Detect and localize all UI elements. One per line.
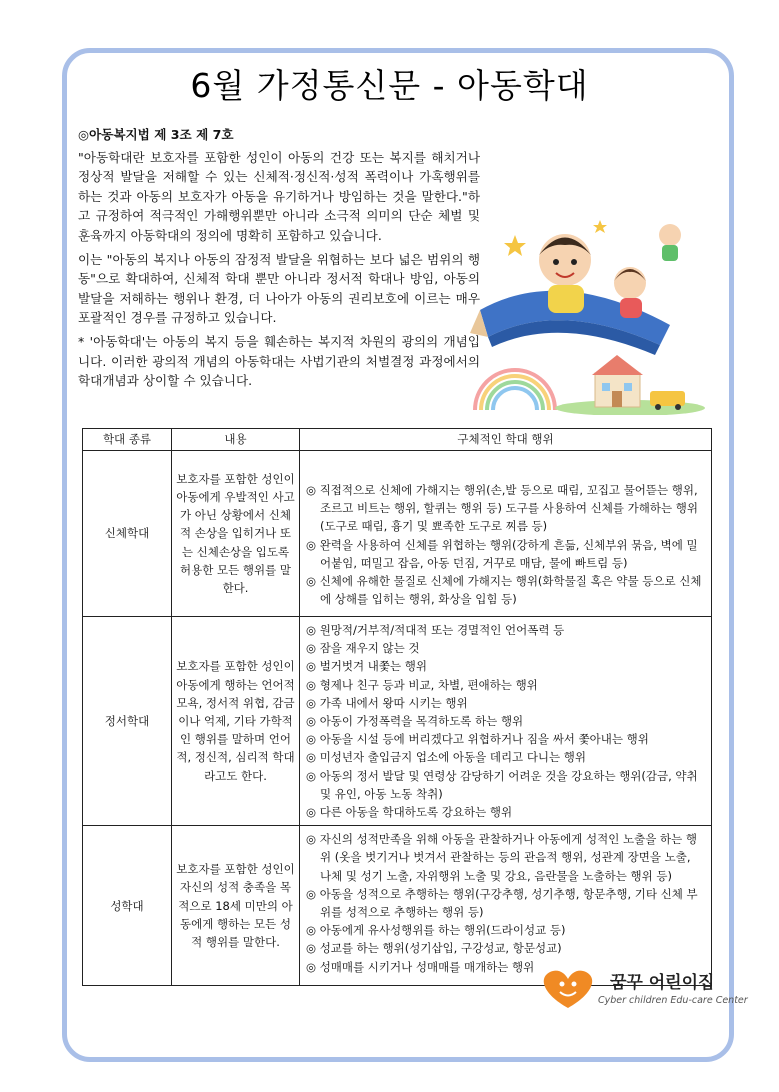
act-item: ◎ 자신의 성적만족을 위해 아동을 관찰하거나 아동에게 성적인 노출을 하는 행위 (옷을 벗기거나 벗겨서 관찰하는 등의 관음적 행위, 성관계 장면을 노출, 나체 및 성기 노출, 자위행위 노출 및 강요, 음란물을 노출하는 행위 등) bbox=[306, 832, 697, 883]
act-item: ◎ 아동을 성적으로 추행하는 행위(구강추행, 성기추행, 항문추행, 기타 신체 부위를 성적으로 추행하는 행위 등) bbox=[306, 886, 698, 920]
act-item: ◎ 아동에게 유사성행위를 하는 행위(드라이성교 등) bbox=[306, 923, 566, 938]
children-illustration bbox=[470, 205, 705, 415]
act-item: ◎ 아동이 가정폭력을 목격하도록 하는 행위 bbox=[306, 714, 524, 729]
header-acts: 구체적인 학대 행위 bbox=[300, 429, 712, 451]
act-item: ◎ 성교를 하는 행위(성기삽입, 구강성교, 항문성교) bbox=[306, 941, 562, 956]
content-cell: 보호자를 포함한 성인이 아동에게 우발적인 사고가 아닌 상황에서 신체적 손상을 입히거나 또는 신체손상을 입도록 허용한 모든 행위를 말한다. bbox=[172, 451, 300, 617]
act-item: ◎ 완력을 사용하여 신체를 위협하는 행위(강하게 흔듦, 신체부위 묶음, 벽에 밀어붙임, 떠밀고 잡음, 아동 던짐, 거꾸로 매담, 물에 빠트림 등) bbox=[306, 537, 698, 570]
acts-cell bbox=[300, 451, 712, 617]
header-content: 내용 bbox=[172, 429, 300, 451]
act-item: ◎ 가족 내에서 왕따 시키는 행위 bbox=[306, 695, 468, 710]
act-item: ◎ 아동을 시설 등에 버리겠다고 위협하거나 짐을 싸서 쫓아내는 행위 bbox=[306, 732, 649, 747]
content-cell: 보호자를 포함한 성인이 아동에게 행하는 언어적 모욕, 정서적 위협, 감금이나 억제, 기타 가학적인 행위를 말하며 언어적, 정신적, 심리적 학대라고도 한다. bbox=[172, 617, 300, 826]
type-cell: 신체학대 bbox=[83, 451, 172, 617]
act-item: ◎ 다른 아동을 학대하도록 강요하는 행위 bbox=[306, 805, 513, 820]
type-cell: 성학대 bbox=[83, 826, 172, 986]
paragraph-note: * '아동학대'는 아동의 복지 등을 훼손하는 복지적 차원의 광의의 개념입니다. 이러한 광의적 개념의 아동학대는 사법기관의 처벌결정 과정에서의 학대개념과 상이할 수 있습니다. bbox=[78, 333, 480, 389]
type-cell: 정서학대 bbox=[83, 617, 172, 826]
act-item: ◎ 미성년자 출입금지 업소에 아동을 데리고 다니는 행위 bbox=[306, 750, 587, 765]
content-cell: 보호자를 포함한 성인이 자신의 성적 충족을 목적으로 18세 미만의 아동에게 행하는 모든 성적 행위를 말한다. bbox=[172, 826, 300, 986]
header-type: 학대 종류 bbox=[83, 429, 172, 451]
table-header-row bbox=[83, 429, 712, 451]
daycare-logo-name: 꿈꾸 어린이집 bbox=[610, 973, 715, 993]
page-title: 6월 가정통신문 - 아동학대 bbox=[190, 66, 589, 105]
act-item: ◎ 신체에 유해한 물질로 신체에 가해지는 행위(화학물질 혹은 약물 등으로 신체에 상해를 입히는 행위, 화상을 입힘 등) bbox=[306, 574, 702, 607]
table-row-emotional bbox=[83, 617, 712, 826]
act-item: ◎ 성매매를 시키거나 성매매를 매개하는 행위 bbox=[306, 959, 535, 974]
act-item: ◎ 직접적으로 신체에 가해지는 행위(손,발 등으로 때림, 꼬집고 물어뜯는 행위, 조르고 비트는 행위, 할퀴는 행위 등) 도구를 사용하여 신체를 가해하는 행위(도구로 때림, 흉기 및 뾰족한 도구로 찌름 등) bbox=[306, 483, 698, 534]
act-item: ◎ 벌거벗겨 내쫓는 행위 bbox=[306, 659, 427, 674]
acts-cell bbox=[300, 617, 712, 826]
act-item: ◎ 원망적/거부적/적대적 또는 경멸적인 언어폭력 등 bbox=[306, 623, 565, 637]
table-row-physical bbox=[83, 451, 712, 617]
paragraph-scope: 이는 "아동의 복지나 아동의 잠정적 발달을 위협하는 보다 넓은 범위의 행동"으로 확대하여, 신체적 학대 뿐만 아니라 정서적 학대나 방임, 아동의 발달을 저해하는 행위나 환경, 더 나아가 아동의 권리보호에 이르는 매우 포괄적인 경우를 규정하고 있습니다. bbox=[78, 251, 480, 326]
acts-cell bbox=[300, 826, 712, 986]
paragraph-definition: "아동학대란 보호자를 포함한 성인이 아동의 건강 또는 복지를 해치거나 정상적 발달을 저해할 수 있는 신체적·정신적·성적 폭력이나 가혹행위를 하는 것과 아동의 보호자가 아동을 유기하거나 방임하는 것을 말한다."하고 규정하여 적극적인 가해행위뿐만 아니라 소극적 의미의 단순 체벌 및 훈육까지 아동학대의 정의에 명확히 포함하고 있습니다. bbox=[78, 149, 480, 243]
act-item: ◎ 형제나 친구 등과 비교, 차별, 편애하는 행위 bbox=[306, 677, 538, 692]
law-heading: ◎아동복지법 제 3조 제 7호 bbox=[78, 127, 234, 142]
intro-text bbox=[78, 125, 480, 395]
act-item: ◎ 잠을 재우지 않는 것 bbox=[306, 641, 420, 656]
act-item: ◎ 아동의 정서 발달 및 연령상 감당하기 어려운 것을 강요하는 행위(감금, 약취 및 유인, 아동 노동 착취) bbox=[306, 768, 698, 801]
abuse-types-table bbox=[82, 428, 712, 986]
daycare-logo-subtitle: Cyber children Edu-care Center bbox=[598, 995, 748, 1006]
table-row-sexual bbox=[83, 826, 712, 986]
